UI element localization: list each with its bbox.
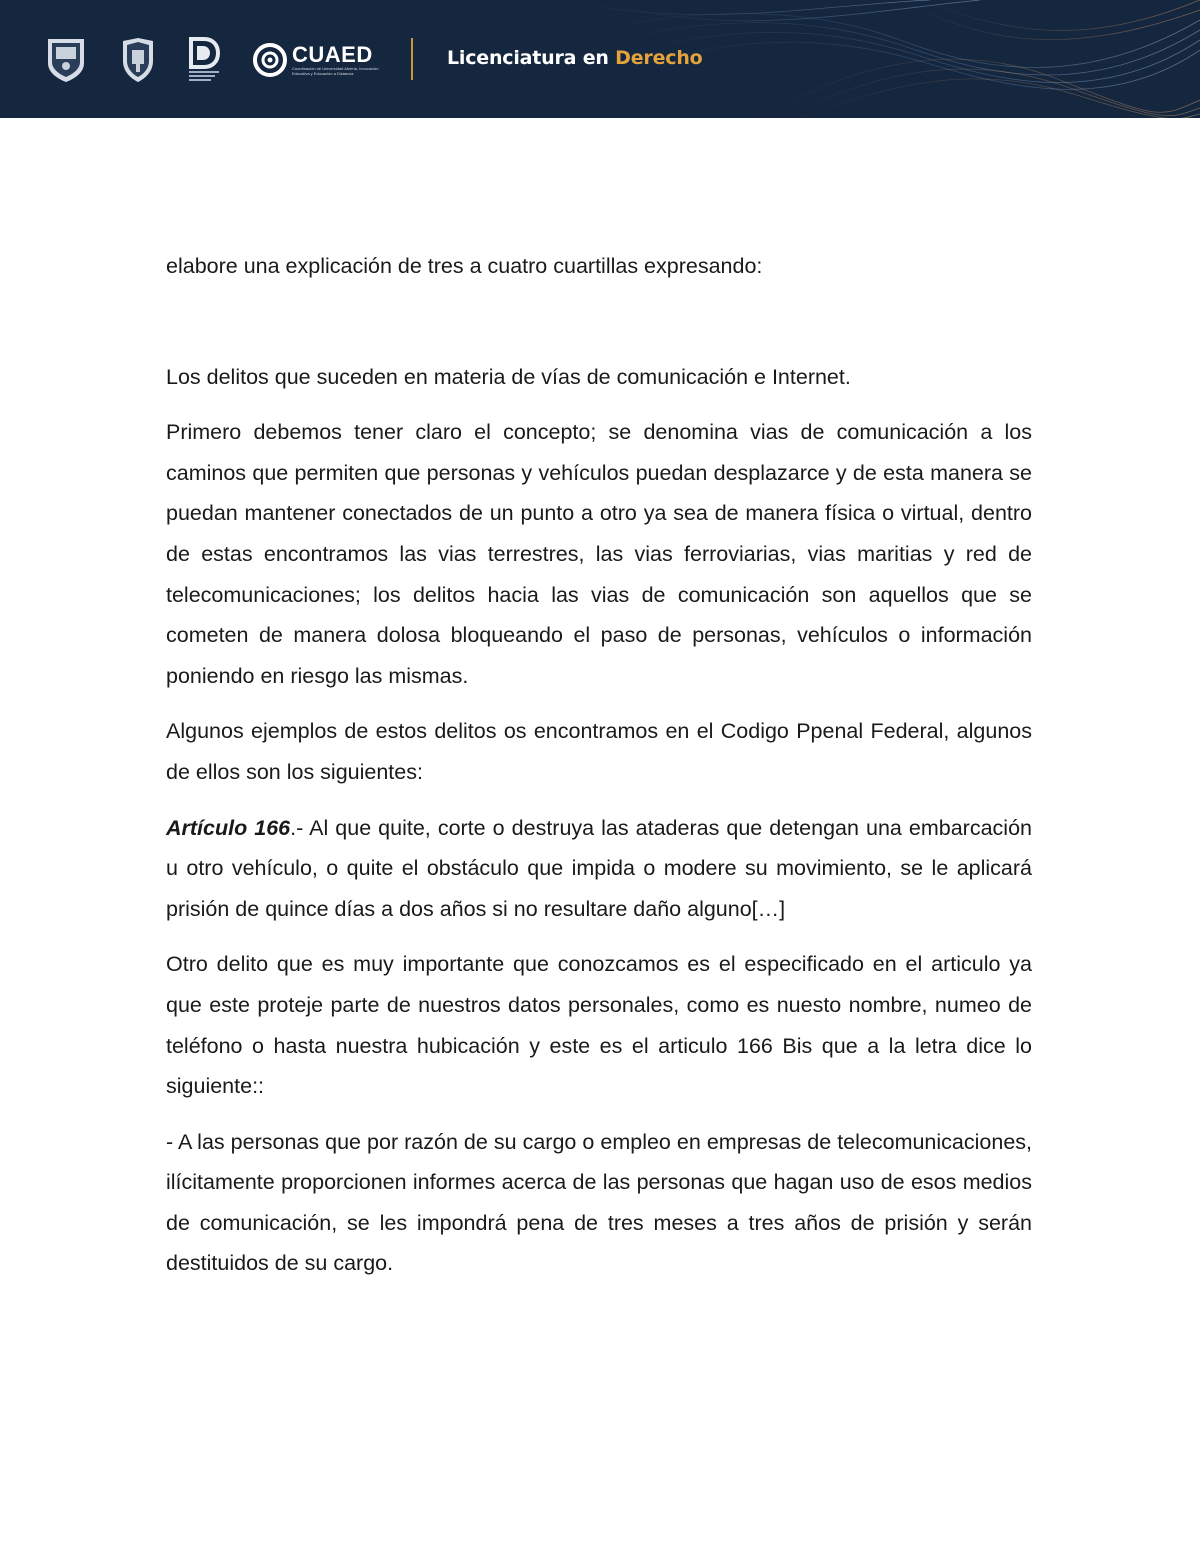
personal-data-paragraph: Otro delito que es muy importante que conozcamos es el especificado en el articulo ya que este proteje parte de nuestros datos personales, como es nuesto nombre, numeo de teléfono o hasta nuestra hubicación y este es el articulo 166 Bis que a la letra dice lo siguiente:: xyxy=(166,952,1032,1099)
cuaed-logo xyxy=(252,38,382,82)
cuaed-subtitle: Coordinación de Universidad Abierta, Innovación Educativa y Educación a Distancia xyxy=(292,66,379,76)
sde-logo-icon xyxy=(186,36,222,84)
article-label: Artículo 166 xyxy=(166,815,291,840)
header-banner xyxy=(0,0,1200,118)
unam-shield-icon xyxy=(44,37,88,83)
intro-paragraph: elabore una explicación de tres a cuatro cuartillas expresando: xyxy=(166,254,763,278)
topic-paragraph: Los delitos que suceden en materia de vías de comunicación e Internet. xyxy=(166,364,851,389)
cuaed-logo-icon xyxy=(252,42,288,78)
cuaed-wordmark: CUAED xyxy=(292,42,373,67)
document-body xyxy=(166,246,1032,1284)
program-accent: Derecho xyxy=(615,47,703,69)
program-prefix: Licenciatura en xyxy=(447,47,616,69)
concept-paragraph: Primero debemos tener claro el concepto; se denomina vias de comunicación a los caminos que permiten que personas y vehículos puedan desplazarce y de esta manera se puedan mantener conectados de un punto a otro ya sea de manera física o virtual, dentro de estas encontramos las vias terrestres, las vias ferroviarias, vias maritias y red de telecomunicaciones; los delitos hacia las vias de comunicación son aquellos que se cometen de manera dolosa bloqueando el paso de personas, vehículos o información poniendo en riesgo las mismas. xyxy=(166,420,1032,688)
institution-shield-icon xyxy=(120,37,156,83)
header-divider xyxy=(411,38,413,80)
examples-paragraph: Algunos ejemplos de estos delitos os encontramos en el Codigo Ppenal Federal, algunos de ellos son los siguientes: xyxy=(166,719,1032,784)
program-title xyxy=(447,47,703,69)
article-166-paragraph xyxy=(166,808,1032,930)
article-text: .- Al que quite, corte o destruya las ataderas que detengan una embarcación u otro vehículo, o quite el obstáculo que impida o modere su movimiento, se le aplicará prisión de quince días a dos años si no resultare daño alguno[…] xyxy=(166,815,1032,921)
article-166-bis-paragraph: - A las personas que por razón de su cargo o empleo en empresas de telecomunicaciones, ilícitamente proporcionen informes acerca de las personas que hagan uso de esos medios de comunicación, se les impondrá pena de tres meses a tres años de prisión y serán destituidos de su cargo. xyxy=(166,1129,1032,1276)
